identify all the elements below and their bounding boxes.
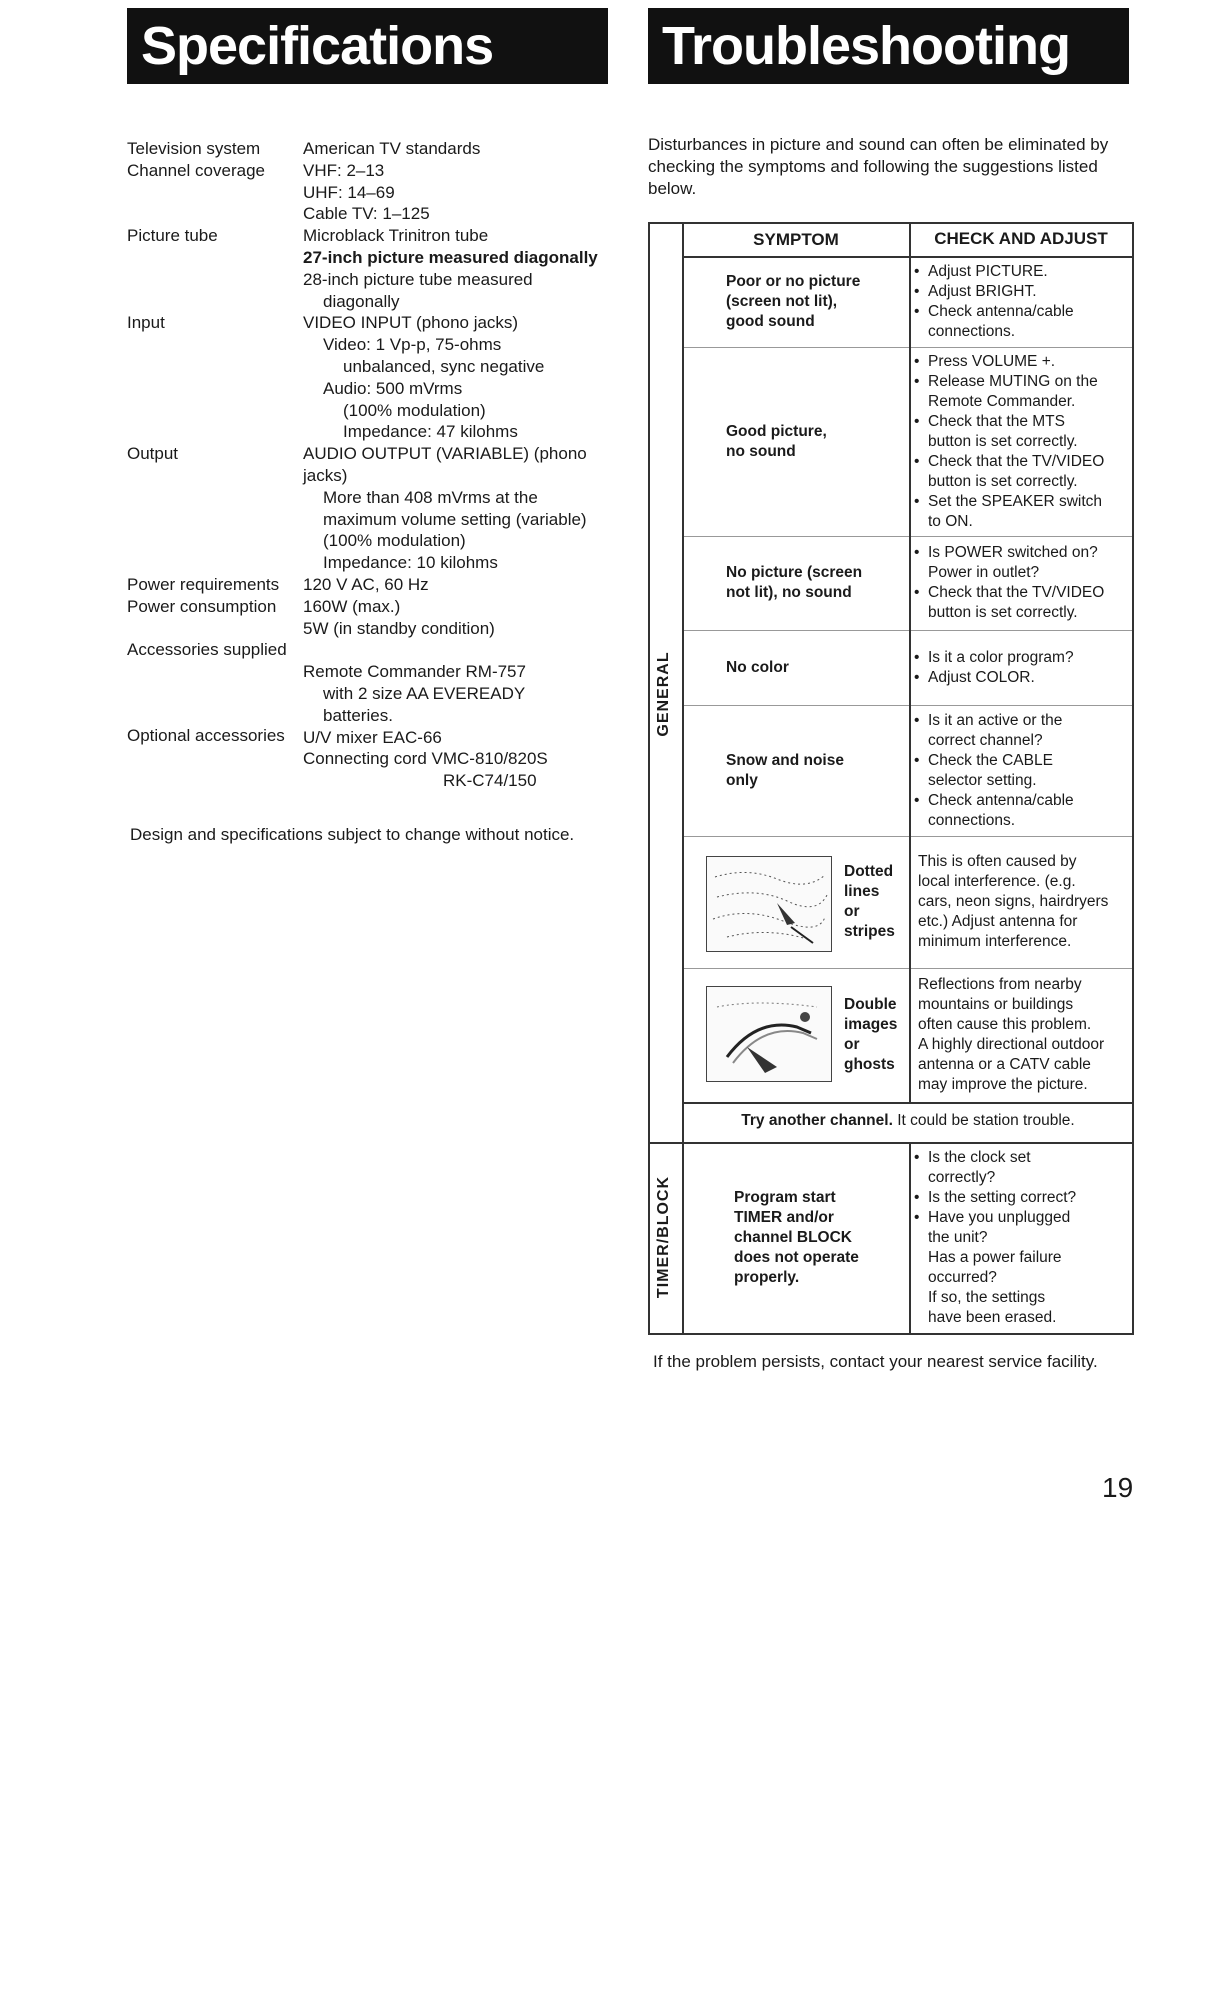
troubleshooting-table <box>648 222 1134 1334</box>
check-list <box>914 648 1130 688</box>
symptom-text: Program start TIMER and/or channel BLOCK does not operate properly. <box>734 1189 859 1286</box>
spec-value: AUDIO OUTPUT (VARIABLE) (phono <box>303 444 587 464</box>
check-item: • Check antenna/cable connections. <box>914 791 1130 831</box>
spec-value: (100% modulation) <box>323 531 466 551</box>
check-item: If so, the settings have been erased. <box>928 1289 1057 1326</box>
spec-value: 120 V AC, 60 Hz <box>303 575 429 594</box>
spec-value: 160W (max.) <box>303 596 401 616</box>
check-item: • Is it a color program? <box>914 648 1130 668</box>
specifications-header: Specifications <box>127 8 608 84</box>
symptom-text: Snow and noise only <box>726 751 844 789</box>
spec-label: Optional accessories <box>127 725 285 745</box>
spec-value: maximum volume setting (variable) <box>323 509 587 529</box>
symptom-text: Poor or no picture (screen not lit), good sound <box>726 272 861 330</box>
spec-label: Input <box>127 313 165 333</box>
spec-note: Design and specifications subject to change without notice. <box>130 825 575 844</box>
spec-value: Video: 1 Vp-p, 75-ohms <box>323 335 502 355</box>
explanation-text: Reflections from nearby mountains or buildings often cause this problem. A highly directional outdoor antenna or a CATV cable may improve the picture. <box>918 976 1105 1093</box>
try-rest: It could be station trouble. <box>892 1112 1075 1129</box>
spec-value: (100% modulation) <box>343 400 486 420</box>
check-item: Has a power failure occurred? <box>928 1249 1062 1286</box>
spec-value: with 2 size AA EVEREADY <box>323 683 526 703</box>
spec-value <box>303 639 526 661</box>
symptom-column-header: SYMPTOM <box>753 230 839 249</box>
spec-label: Channel coverage <box>127 160 265 180</box>
symptom-text: Double images or ghosts <box>844 996 898 1073</box>
spec-value: Remote Commander RM-757 <box>303 662 526 682</box>
symptom-text: Good picture, no sound <box>726 422 827 460</box>
check-item: • Have you unplugged the unit? <box>914 1208 1130 1248</box>
spec-value: unbalanced, sync negative <box>343 356 545 376</box>
spec-value: Cable TV: 1–125 <box>303 204 430 224</box>
spec-value: VHF: 2–13 <box>303 160 385 180</box>
symptom-text: No color <box>726 658 789 676</box>
check-item: • Press VOLUME +. <box>914 352 1130 372</box>
check-item: • Adjust PICTURE. <box>914 262 1130 282</box>
spec-value: diagonally <box>323 291 400 311</box>
spec-value: American TV standards <box>303 139 481 158</box>
spec-label: Picture tube <box>127 226 218 246</box>
check-adjust-column-header: CHECK AND ADJUST <box>934 229 1108 248</box>
spec-value: More than 408 mVrms at the <box>323 487 538 507</box>
dotted-lines-thumbnail <box>706 856 832 952</box>
spec-label: Power consumption <box>127 596 277 616</box>
spec-value: jacks) <box>303 465 348 485</box>
explanation-text: This is often caused by local interference. (e.g. cars, neon signs, hairdryers etc.) Adjust antenna for minimum interference. <box>918 853 1109 950</box>
check-item: • Set the SPEAKER switch to ON. <box>914 492 1130 532</box>
spec-value: VIDEO INPUT (phono jacks) <box>303 313 519 333</box>
spec-label: Power requirements <box>127 575 280 594</box>
check-item: • Is the clock set correctly? <box>914 1148 1130 1188</box>
spec-value: Impedance: 10 kilohms <box>323 553 498 573</box>
check-item: • Check antenna/cable connections. <box>914 302 1130 342</box>
spec-label: Accessories supplied <box>127 640 287 660</box>
check-item: • Check the CABLE selector setting. <box>914 751 1130 791</box>
check-item: • Check that the MTS button is set correctly. <box>914 412 1130 452</box>
check-item: • Is POWER switched on? Power in outlet? <box>914 543 1130 583</box>
check-item: • Check that the TV/VIDEO button is set correctly. <box>914 452 1130 492</box>
page-number: 19 <box>1102 1472 1134 1503</box>
spec-value: Audio: 500 mVrms <box>323 378 463 398</box>
spec-value: UHF: 14–69 <box>303 182 395 202</box>
spec-value: Connecting cord VMC-810/820S <box>303 749 548 769</box>
group-label-timer-block: TIMER/BLOCK <box>655 1175 672 1299</box>
check-item: • Is it an active or the correct channel? <box>914 711 1130 751</box>
spec-value: 28-inch picture tube measured <box>303 269 533 289</box>
spec-label: Output <box>127 444 179 464</box>
spec-value: 5W (in standby condition) <box>303 618 495 638</box>
spec-value: RK-C74/150 <box>443 771 537 791</box>
spec-value: U/V mixer EAC-66 <box>303 727 442 747</box>
check-item: • Release MUTING on the Remote Commander. <box>914 372 1130 412</box>
symptom-text: Dotted lines or stripes <box>844 863 895 940</box>
symptom-text: No picture (screen not lit), no sound <box>726 564 863 601</box>
troubleshooting-intro: Disturbances in picture and sound can often be eliminated by checking the symptoms and following the suggestions listed below. <box>648 135 1109 198</box>
footer-note: If the problem persists, contact your nearest service facility. <box>653 1352 1098 1371</box>
check-item: • Adjust BRIGHT. <box>914 282 1130 302</box>
double-images-thumbnail <box>706 986 832 1082</box>
check-list <box>914 352 1130 532</box>
check-list <box>914 262 1130 342</box>
check-list <box>914 711 1130 831</box>
spec-label: Television system <box>127 139 261 158</box>
spec-value: Microblack Trinitron tube <box>303 226 489 246</box>
try-another-channel <box>684 1111 1132 1131</box>
try-bold: Try another channel. <box>741 1112 893 1129</box>
check-item: • Is the setting correct? <box>914 1188 1130 1208</box>
check-item: • Check that the TV/VIDEO button is set correctly. <box>914 583 1130 623</box>
spec-value: 27-inch picture measured diagonally <box>303 247 598 267</box>
check-list <box>914 543 1130 623</box>
spec-value: Impedance: 47 kilohms <box>343 422 518 442</box>
spec-value: batteries. <box>323 705 393 725</box>
troubleshooting-header: Troubleshooting <box>648 8 1129 84</box>
check-item: • Adjust COLOR. <box>914 668 1130 688</box>
check-list <box>914 1148 1130 1328</box>
group-label-general: GENERAL <box>655 651 672 737</box>
